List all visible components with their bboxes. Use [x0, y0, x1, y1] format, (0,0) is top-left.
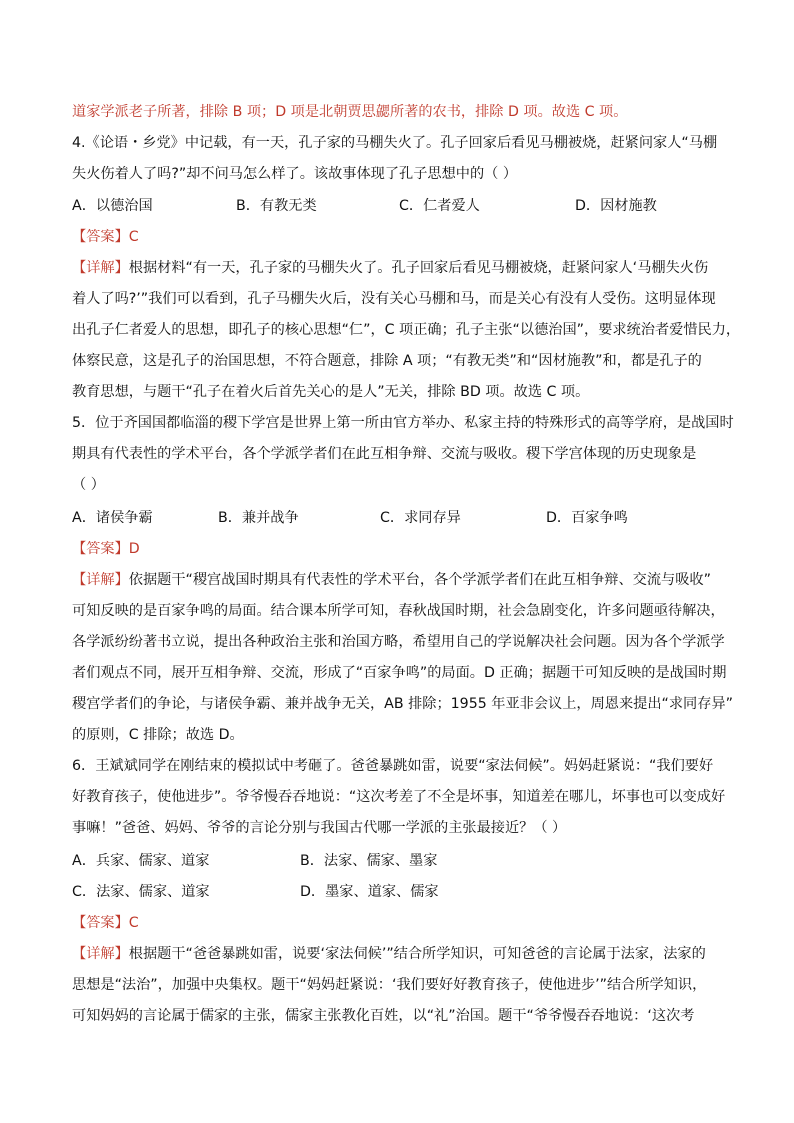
- q5-detail-line5: 稷宫学者们的争论，与诸侯争霸、兼并战争无关，AB 排除；1955 年亚非会议上，周恩来提出“求同存异”: [72, 696, 733, 712]
- q4-option-b: B．有教无类: [236, 198, 317, 214]
- detail-text: 根据题干“爸爸暴跳如雷，说要‘家法伺候’”结合所学知识，可知爸爸的言论属于法家，法家的: [128, 946, 706, 962]
- q4-detail-line3: 出孔子仁者爱人的思想，即孔子的核心思想“仁”，C 项正确；孔子主张“以德治国”，要求统治者爱惜民力，: [72, 322, 741, 338]
- detail-label: 【详解】: [72, 946, 129, 962]
- answer-value: C: [128, 229, 139, 245]
- q6-stem-line1: 6．王斌斌同学在刚结束的模拟试中考砸了。爸爸暴跳如雷，说要“家法伺候”。妈妈赶紧说：“我们要好: [72, 758, 714, 774]
- q4-detail-line1: [72, 258, 708, 278]
- q5-detail-line6: 的原则，C 排除；故选 D。: [72, 727, 244, 743]
- q4-option-a: A．以德治国: [72, 198, 153, 214]
- q4-option-c: C．仁者爱人: [399, 198, 480, 214]
- detail-label: 【详解】: [72, 572, 129, 588]
- q5-detail-line2: 可知反映的是百家争鸣的局面。结合课本所学可知，春秋战国时期，社会急剧变化，许多问题亟待解决，: [72, 603, 725, 619]
- q5-option-a: A．诸侯争霸: [72, 510, 153, 526]
- q4-detail-line5: 教育思想，与题干“孔子在着火后首先关心的是人”无关，排除 BD 项。故选 C 项。: [72, 384, 590, 400]
- q5-detail-line1: [72, 570, 711, 590]
- detail-text: 依据题干“稷宫战国时期具有代表性的学术平台，各个学派学者们在此互相争辩、交流与吸收”: [128, 572, 711, 588]
- q5-answer: [72, 539, 140, 559]
- q6-detail-line1: [72, 944, 706, 964]
- q6-option-b: B．法家、儒家、墨家: [300, 853, 438, 869]
- answer-value: D: [128, 541, 140, 557]
- q4-detail-line4: 体察民意，这是孔子的治国思想，不符合题意，排除 A 项；“有教无类”和“因材施教”和，都是孔子的: [72, 353, 702, 369]
- q6-detail-line2: 思想是“法治”，加强中央集权。题干“妈妈赶紧说：‘我们要好好教育孩子，使他进步’”结合所学知识，: [72, 977, 707, 993]
- q4-detail-line2: 着人了吗?’”我们可以看到，孔子马棚失火后，没有关心马棚和马，而是关心有没有人受伤。这明显体现: [72, 291, 716, 307]
- q6-option-d: D．墨家、道家、儒家: [300, 884, 439, 900]
- answer-label: 【答案】: [72, 541, 129, 557]
- detail-text: 根据材料“有一天，孔子家的马棚失火了。孔子回家后看见马棚被烧，赶紧问家人‘马棚失火伤: [128, 260, 709, 276]
- q5-stem-line1: 5．位于齐国国都临淄的稷下学宫是世界上第一所由官方举办、私家主持的特殊形式的高等学府，是战国时: [72, 415, 734, 431]
- q5-option-c: C．求同存异: [380, 510, 461, 526]
- q4-answer: [72, 227, 139, 247]
- answer-value: C: [128, 915, 139, 931]
- q6-answer: [72, 913, 139, 933]
- q5-option-b: B．兼并战争: [218, 510, 299, 526]
- q5-option-d: D．百家争鸣: [546, 510, 628, 526]
- q5-stem-line3: （ ）: [72, 477, 105, 493]
- q6-stem-line3: 事嘛！”爸爸、妈妈、爷爷的言论分别与我国古代哪一学派的主张最接近？（ ）: [72, 820, 567, 836]
- answer-label: 【答案】: [72, 229, 129, 245]
- q5-detail-line4: 者们观点不同，展开互相争辩、交流，形成了“百家争鸣”的局面。D 正确；据题干可知反映的是战国时期: [72, 665, 727, 681]
- q5-stem-line2: 期具有代表性的学术平台，各个学派学者们在此互相争辩、交流与吸收。稷下学宫体现的历史现象是: [72, 446, 697, 462]
- q4-stem-line1: 4.《论语・乡党》中记载，有一天，孔子家的马棚失火了。孔子回家后看见马棚被烧，赶紧问家人“马棚: [72, 135, 718, 151]
- answer-label: 【答案】: [72, 915, 129, 931]
- q4-stem-line2: 失火伤着人了吗?”却不问马怎么样了。该故事体现了孔子思想中的（ ）: [72, 166, 518, 182]
- q4-option-d: D．因材施教: [575, 198, 657, 214]
- q6-option-c: C．法家、儒家、道家: [72, 884, 210, 900]
- q3-explanation-tail: 道家学派老子所著，排除 B 项；D 项是北朝贾思勰所著的农书，排除 D 项。故选 C 项。: [72, 104, 628, 120]
- q6-detail-line3: 可知妈妈的言论属于儒家的主张，儒家主张教化百姓，以“礼”治国。题干“爷爷慢吞吞地说：‘这次考: [72, 1008, 695, 1024]
- q6-stem-line2: 好教育孩子，使他进步”。爷爷慢吞吞地说：“这次考差了不全是坏事，知道差在哪儿，坏事也可以变成好: [72, 789, 726, 805]
- q6-option-a: A．兵家、儒家、道家: [72, 853, 210, 869]
- detail-label: 【详解】: [72, 260, 129, 276]
- q5-detail-line3: 各学派纷纷著书立说，提出各种政治主张和治国方略，希望用自己的学说解决社会问题。因为各个学派学: [72, 634, 725, 650]
